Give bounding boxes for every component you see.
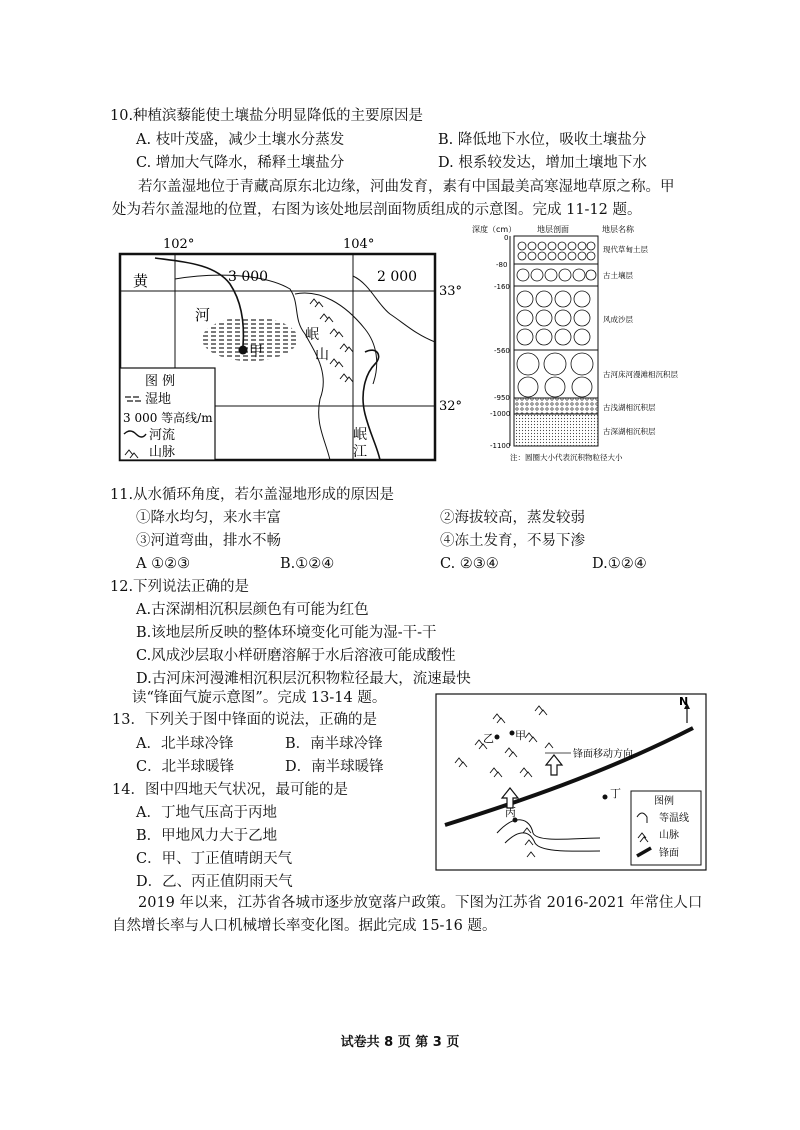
q12-option-a: A.古深湖相沉积层颜色有可能为红色: [136, 602, 369, 618]
svg-text:现代草甸土层: 现代草甸土层: [603, 245, 648, 254]
lat-label-33: 33°: [439, 284, 463, 299]
strata-profile: [470, 222, 700, 472]
svg-text:-1100: -1100: [490, 442, 511, 450]
intro-13-14: 读“锋面气旋示意图”。完成 13-14 题。: [132, 690, 387, 706]
svg-text:深度（cm）: 深度（cm）: [472, 225, 517, 234]
q12-option-c: C.风成沙层取小样研磨溶解于水后溶液可能成酸性: [136, 648, 456, 664]
layer-shallow-lake: [514, 398, 598, 414]
label-he: 河: [195, 306, 211, 324]
q11-statement-3: ③河道弯曲，排水不畅: [136, 533, 281, 549]
intro-15-16-line1: 2019 年以来，江苏省各城市逐步放宽落户政策。下图为江苏省 2016-2021 年常住人口: [138, 895, 703, 911]
contour-label-2000: 2 000: [377, 269, 418, 285]
svg-text:古浅湖相沉积层: 古浅湖相沉积层: [603, 403, 656, 412]
svg-text:-560: -560: [494, 347, 510, 355]
q13-option-d: D．南半球暖锋: [285, 759, 384, 775]
point-yi-dot: [495, 735, 500, 740]
strata-note: 注：圆圈大小代表沉积物粒径大小: [510, 453, 623, 462]
svg-text:等温线: 等温线: [659, 813, 689, 824]
page-footer: 试卷共 8 页 第 3 页: [340, 1035, 460, 1050]
q11-stem: 11.从水循环角度，若尔盖湿地形成的原因是: [110, 487, 395, 503]
point-yi-label: 乙: [483, 732, 494, 745]
q10-option-c: C. 增加大气降水，稀释土壤盐分: [136, 155, 345, 171]
label-min2: 岷: [353, 427, 367, 443]
q11-option-c: C. ②③④: [440, 556, 499, 572]
q11-option-a: A ①②③: [136, 556, 191, 572]
q13-stem: 13．下列关于图中锋面的说法，正确的是: [112, 712, 377, 728]
contour-label-3000: 3 000: [228, 269, 269, 285]
q10-option-a: A. 枝叶茂盛，减少土壤水分蒸发: [136, 132, 345, 148]
label-shan: 山: [315, 347, 329, 363]
q11-statement-2: ②海拔较高，蒸发较弱: [440, 510, 585, 526]
svg-text:-160: -160: [494, 283, 510, 291]
q11-option-d: D.①②④: [592, 556, 647, 572]
q10-option-d: D. 根系较发达，增加土壤地下水: [438, 155, 647, 171]
q11-statement-1: ①降水均匀，来水丰富: [136, 510, 281, 526]
q14-stem: 14．图中四地天气状况，最可能的是: [112, 782, 348, 798]
svg-text:锋面: 锋面: [659, 848, 679, 859]
svg-text:风成沙层: 风成沙层: [603, 315, 633, 324]
point-ding-dot: [603, 795, 608, 800]
q12-option-b: B.该地层所反映的整体环境变化可能为湿-干-干: [136, 625, 437, 641]
intro-11-12-line2: 处为若尔盖湿地的位置，右图为该处地层剖面物质组成的示意图。完成 11-12 题。: [112, 202, 642, 218]
q11-option-b: B.①②④: [280, 556, 335, 572]
q11-statement-4: ④冻土发育，不易下渗: [440, 533, 585, 549]
svg-text:湿地: 湿地: [145, 392, 172, 407]
q10-option-b: B. 降低地下水位，吸收土壤盐分: [438, 132, 647, 148]
q14-option-a: A．丁地气压高于丙地: [136, 805, 277, 821]
svg-text:古深湖相沉积层: 古深湖相沉积层: [603, 427, 656, 436]
svg-text:古土壤层: 古土壤层: [603, 271, 633, 280]
svg-text:河流: 河流: [149, 428, 176, 443]
svg-text:0: 0: [504, 234, 509, 242]
front-cyclone-diagram: [435, 693, 707, 871]
intro-15-16-line2: 自然增长率与人口机械增长率变化图。据此完成 15-16 题。: [112, 918, 497, 934]
svg-text:地层剖面: 地层剖面: [537, 225, 569, 234]
front-legend-title: 图例: [654, 796, 674, 807]
q10-stem: 10.种植滨藜能使土壤盐分明显降低的主要原因是: [110, 108, 424, 124]
site-jia-dot: [239, 346, 248, 355]
layer-deep-lake: [514, 414, 598, 446]
label-huang: 黄: [133, 272, 149, 290]
svg-text:-950: -950: [494, 394, 510, 402]
label-jia: 甲: [249, 344, 263, 360]
point-bing-label: 丙: [505, 806, 516, 819]
q12-stem: 12.下列说法正确的是: [110, 579, 250, 595]
arrow-label: 锋面移动方向: [573, 749, 633, 760]
label-min1: 岷: [305, 327, 319, 343]
zoige-map: [115, 234, 465, 464]
q13-option-a: A．北半球冷锋: [136, 736, 234, 752]
point-ding-label: 丁: [610, 787, 621, 800]
svg-text:地层名称: 地层名称: [602, 225, 634, 234]
north-label: N: [679, 695, 689, 708]
lon-label-102: 102°: [163, 237, 195, 252]
point-jia-label: 甲: [515, 729, 526, 742]
map-legend-title: 图 例: [145, 374, 176, 389]
q14-option-c: C．甲、丁正值晴朗天气: [136, 851, 293, 867]
lat-label-32: 32°: [439, 399, 463, 414]
svg-text:-80: -80: [496, 261, 508, 269]
point-jia-dot: [510, 731, 515, 736]
q14-option-d: D．乙、丙正值阴雨天气: [136, 874, 293, 890]
q14-option-b: B．甲地风力大于乙地: [136, 828, 278, 844]
q12-option-d: D.古河床河漫滩相沉积层沉积物粒径最大，流速最快: [136, 671, 471, 687]
intro-11-12-line1: 若尔盖湿地位于青藏高原东北边缘，河曲发育，素有中国最美高寒湿地草原之称。甲: [138, 179, 675, 195]
label-jiang: 江: [353, 444, 367, 460]
q13-option-b: B．南半球冷锋: [285, 736, 383, 752]
svg-text:-1000: -1000: [490, 410, 511, 418]
q13-option-c: C．北半球暖锋: [136, 759, 235, 775]
svg-text:山脉: 山脉: [149, 445, 176, 460]
svg-text:古河床河漫滩相沉积层: 古河床河漫滩相沉积层: [603, 370, 678, 379]
svg-text:3 000 等高线/m: 3 000 等高线/m: [123, 411, 213, 425]
lon-label-104: 104°: [343, 237, 375, 252]
svg-text:山脉: 山脉: [659, 830, 679, 841]
